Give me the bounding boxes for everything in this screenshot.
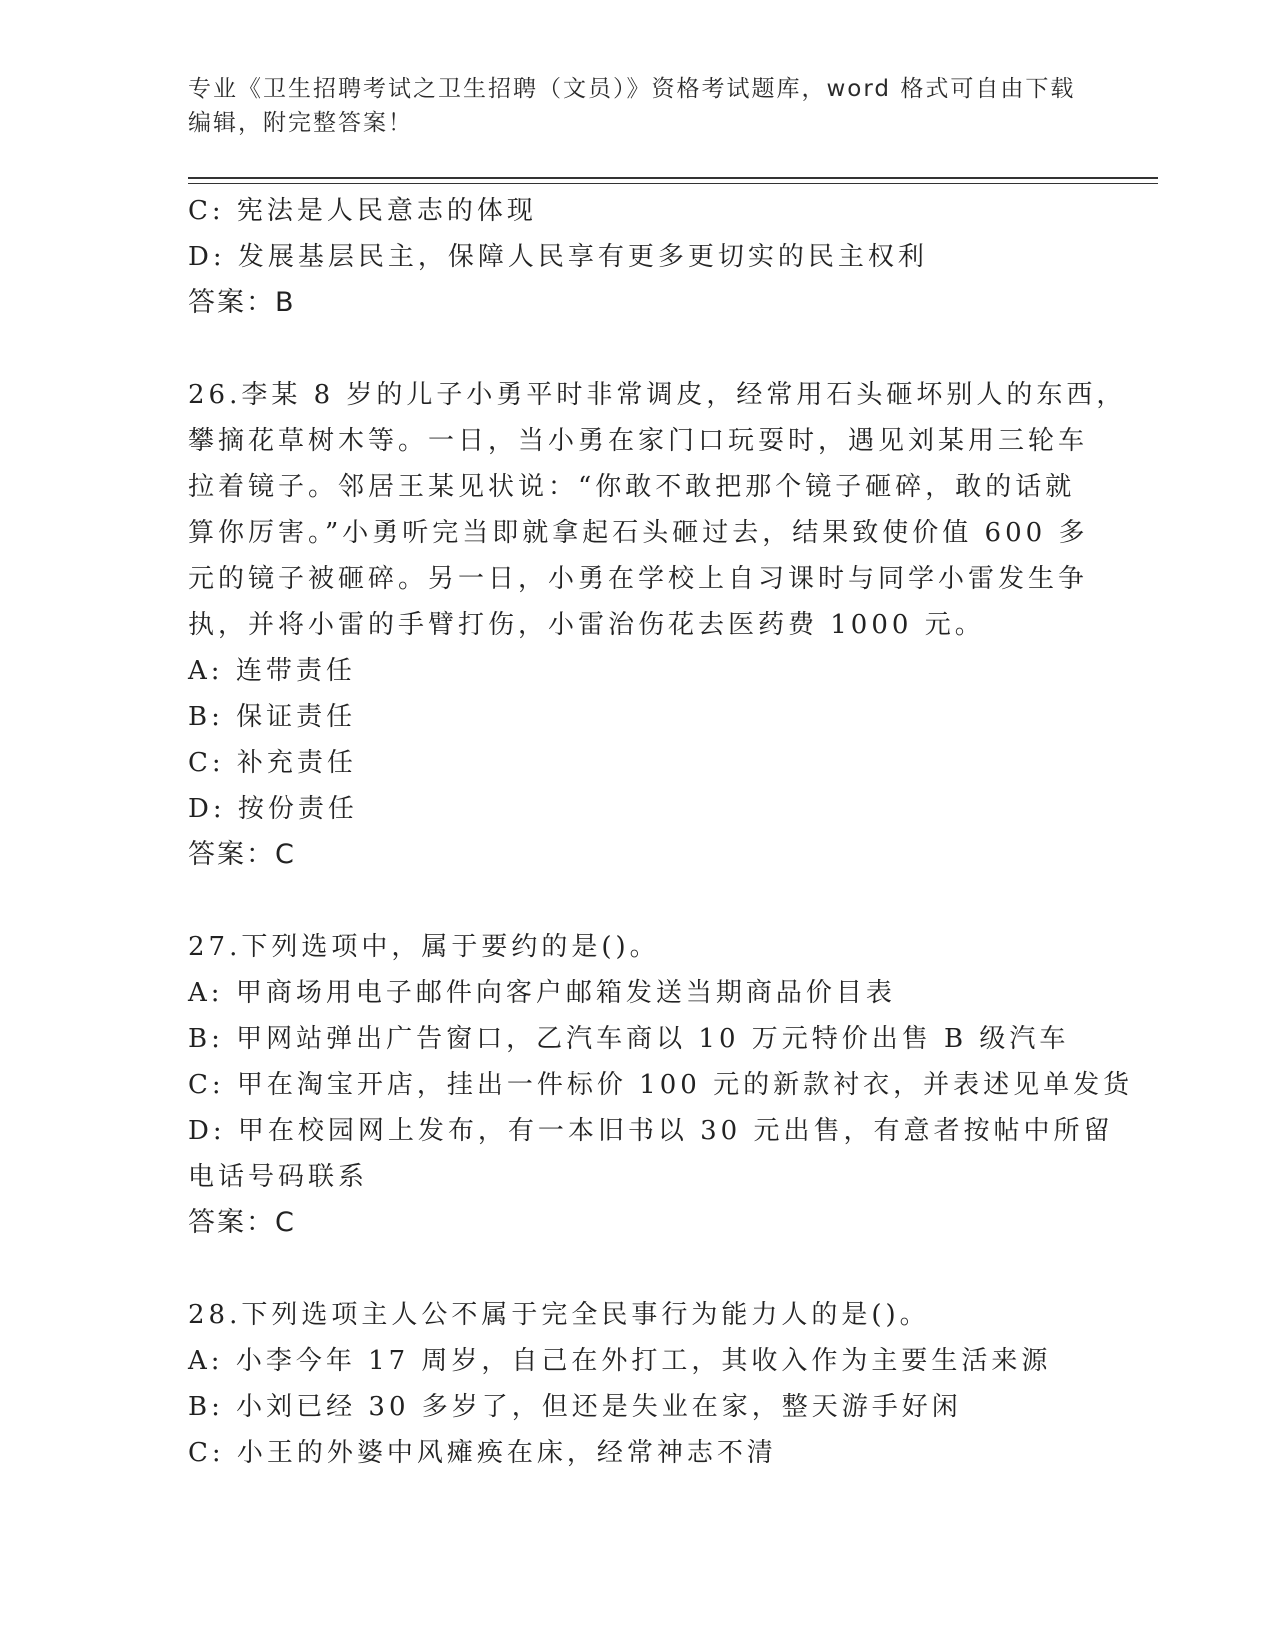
option-label: B:	[188, 1024, 224, 1054]
option-label: C:	[188, 1070, 225, 1100]
header-line-2: 编辑，附完整答案！	[188, 110, 413, 136]
option-text: 甲网站弹出广告窗口，乙汽车商以 10 万元特价出售 B 级汽车	[236, 1024, 1070, 1054]
option-b	[188, 1016, 1083, 1062]
option-label: C:	[188, 1438, 225, 1468]
question-26	[188, 372, 1127, 878]
option-text: 保证责任	[236, 702, 357, 732]
option-label: D:	[188, 1116, 226, 1146]
option-c	[188, 188, 1083, 234]
header-divider-thin	[188, 183, 1158, 184]
option-label: C:	[188, 748, 225, 778]
option-c	[188, 740, 1083, 786]
option-text: 小王的外婆中风瘫痪在床，经常神志不清	[236, 1438, 777, 1468]
option-label: A:	[188, 1346, 224, 1376]
option-d	[188, 786, 1083, 832]
option-text: 甲在淘宝开店，挂出一件标价 100 元的新款衬衣，并表述见单发货	[236, 1070, 1134, 1100]
option-label: A:	[188, 978, 224, 1008]
answer: 答案：C	[188, 839, 296, 870]
question-28	[188, 1292, 1083, 1476]
option-text: 补充责任	[236, 748, 357, 778]
spacer	[188, 878, 1083, 924]
header-line-1: 专业《卫生招聘考试之卫生招聘（文员）》资格考试题库，word 格式可自由下载	[188, 76, 1076, 102]
question-text-line: 执，并将小雷的手臂打伤，小雷治伤花去医药费 1000 元。	[188, 610, 985, 640]
option-d	[188, 234, 1083, 280]
question-text-line: 算你厉害。”小勇听完当即就拿起石头砸过去，结果致使价值 600 多	[188, 518, 1089, 548]
question-text-line: 拉着镜子。邻居王某见状说：“你敢不敢把那个镜子砸碎，敢的话就	[188, 472, 1076, 502]
question-text-line: 攀摘花草树木等。一日，当小勇在家门口玩耍时，遇见刘某用三轮车	[188, 426, 1089, 456]
option-d	[188, 1108, 1114, 1154]
spacer	[188, 326, 1083, 372]
answer: 答案：C	[188, 1207, 296, 1238]
option-label: D:	[188, 242, 226, 272]
option-text: 小刘已经 30 多岁了，但还是失业在家，整天游手好闲	[236, 1392, 962, 1422]
option-text: 发展基层民主，保障人民享有更多更切实的民主权利	[237, 242, 928, 272]
option-text: 宪法是人民意志的体现	[236, 196, 537, 226]
answer: 答案：B	[188, 287, 296, 318]
question-text-line: 元的镜子被砸碎。另一日，小勇在学校上自习课时与同学小雷发生争	[188, 564, 1089, 594]
option-text: 甲在校园网上发布，有一本旧书以 30 元出售，有意者按帖中所留	[237, 1116, 1114, 1146]
question-text-line: 28.下列选项主人公不属于完全民事行为能力人的是()。	[188, 1300, 930, 1330]
option-label: B:	[188, 1392, 224, 1422]
option-label: C:	[188, 196, 225, 226]
question-content	[188, 188, 1134, 1476]
question-text-line: 27.下列选项中，属于要约的是()。	[188, 932, 660, 962]
option-c	[188, 1062, 1134, 1108]
header-divider-thick	[188, 177, 1158, 179]
option-a	[188, 648, 1083, 694]
option-text: 小李今年 17 周岁，自己在外打工，其收入作为主要生活来源	[235, 1346, 1052, 1376]
option-text: 按份责任	[237, 794, 358, 824]
option-label: D:	[188, 794, 226, 824]
option-d-continuation: 电话号码联系	[188, 1162, 369, 1192]
option-label: A:	[188, 656, 224, 686]
option-a	[188, 970, 1083, 1016]
option-text: 连带责任	[235, 656, 356, 686]
option-c	[188, 1430, 1083, 1476]
spacer	[188, 1246, 1083, 1292]
prev-question	[188, 188, 1083, 326]
option-b	[188, 694, 1083, 740]
option-a	[188, 1338, 1083, 1384]
option-label: B:	[188, 702, 224, 732]
option-b	[188, 1384, 1083, 1430]
question-text-line: 26.李某 8 岁的儿子小勇平时非常调皮，经常用石头砸坏别人的东西，	[188, 380, 1127, 410]
question-27	[188, 924, 1134, 1246]
option-text: 甲商场用电子邮件向客户邮箱发送当期商品价目表	[235, 978, 896, 1008]
document-header	[188, 72, 1088, 140]
